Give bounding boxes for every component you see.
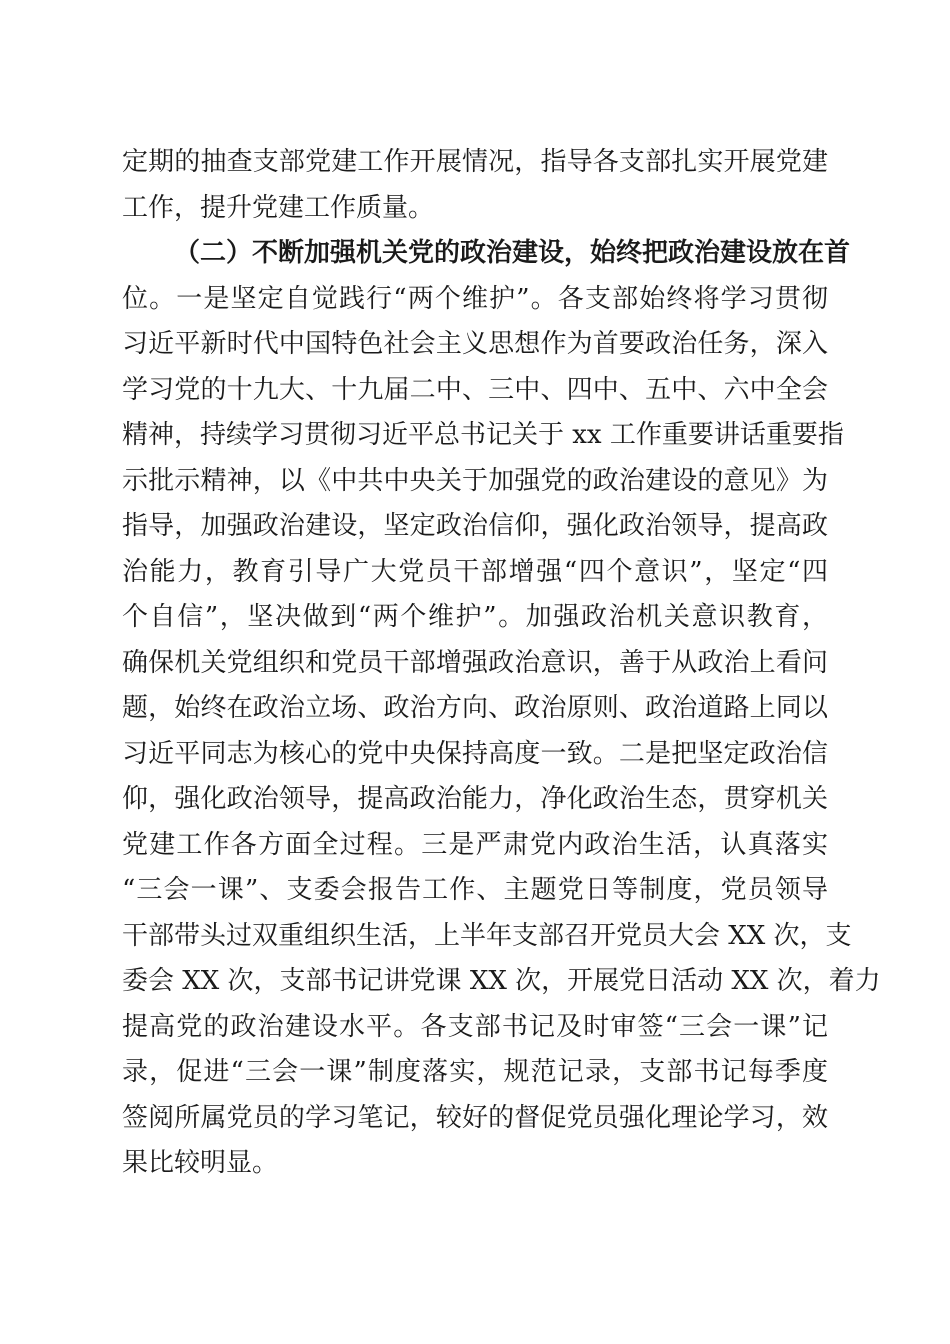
section-heading: （二）不断加强机关党的政治建设，始终把政治建设放在首 bbox=[174, 238, 851, 268]
text-line-23: 果比较明显。 bbox=[122, 1148, 279, 1178]
text-line-2: 工作，提升党建工作质量。 bbox=[122, 192, 435, 223]
text-line-16: 党建工作各方面全过程。三是严肃党内政治生活，认真落实 bbox=[122, 829, 828, 860]
text-line-10: 治能力，教育引导广大党员干部增强“四个意识”，坚定“四 bbox=[122, 556, 828, 587]
text-line-15: 仰，强化政治领导，提高政治能力，净化政治生态，贯穿机关 bbox=[122, 784, 828, 814]
text-line-8: 示批示精神，以《中共中央关于加强党的政治建设的意见》为 bbox=[122, 465, 828, 496]
text-line-7: 精神，持续学习贯彻习近平总书记关于 xx 工作重要讲话重要指 bbox=[122, 420, 844, 450]
text-line-12: 确保机关党组织和党员干部增强政治意识，善于从政治上看问 bbox=[122, 647, 828, 678]
text-line-17: “三会一课”、支委会报告工作、主题党日等制度，党员领导 bbox=[122, 875, 828, 905]
text-line-1: 定期的抽查支部党建工作开展情况，指导各支部扎实开展党建 bbox=[122, 147, 828, 177]
text-line-11: 个自信”，坚决做到“两个维护”。加强政治机关意识教育， bbox=[122, 602, 828, 632]
text-line-5: 习近平新时代中国特色社会主义思想作为首要政治任务，深入 bbox=[122, 329, 828, 359]
text-line-13: 题，始终在政治立场、政治方向、政治原则、政治道路上同以 bbox=[122, 693, 828, 723]
text-line-20: 提高党的政治建设水平。各支部书记及时审签“三会一课”记 bbox=[122, 1011, 828, 1042]
text-line-6: 学习党的十九大、十九届二中、三中、四中、五中、六中全会 bbox=[122, 374, 828, 405]
text-line-14: 习近平同志为核心的党中央保持高度一致。二是把坚定政治信 bbox=[122, 738, 828, 769]
body-text bbox=[122, 140, 881, 1187]
text-line-22: 签阅所属党员的学习笔记，较好的督促党员强化理论学习，效 bbox=[122, 1102, 828, 1133]
text-line-21: 录，促进“三会一课”制度落实，规范记录，支部书记每季度 bbox=[122, 1057, 828, 1087]
text-line-18: 干部带头过双重组织生活，上半年支部召开党员大会 XX 次，支 bbox=[122, 920, 852, 951]
text-line-19: 委会 XX 次，支部书记讲党课 XX 次，开展党日活动 XX 次，着力 bbox=[122, 966, 881, 996]
text-line-4: 位。一是坚定自觉践行“两个维护”。各支部始终将学习贯彻 bbox=[122, 283, 828, 314]
text-line-9: 指导，加强政治建设，坚定政治信仰，强化政治领导，提高政 bbox=[122, 511, 828, 541]
